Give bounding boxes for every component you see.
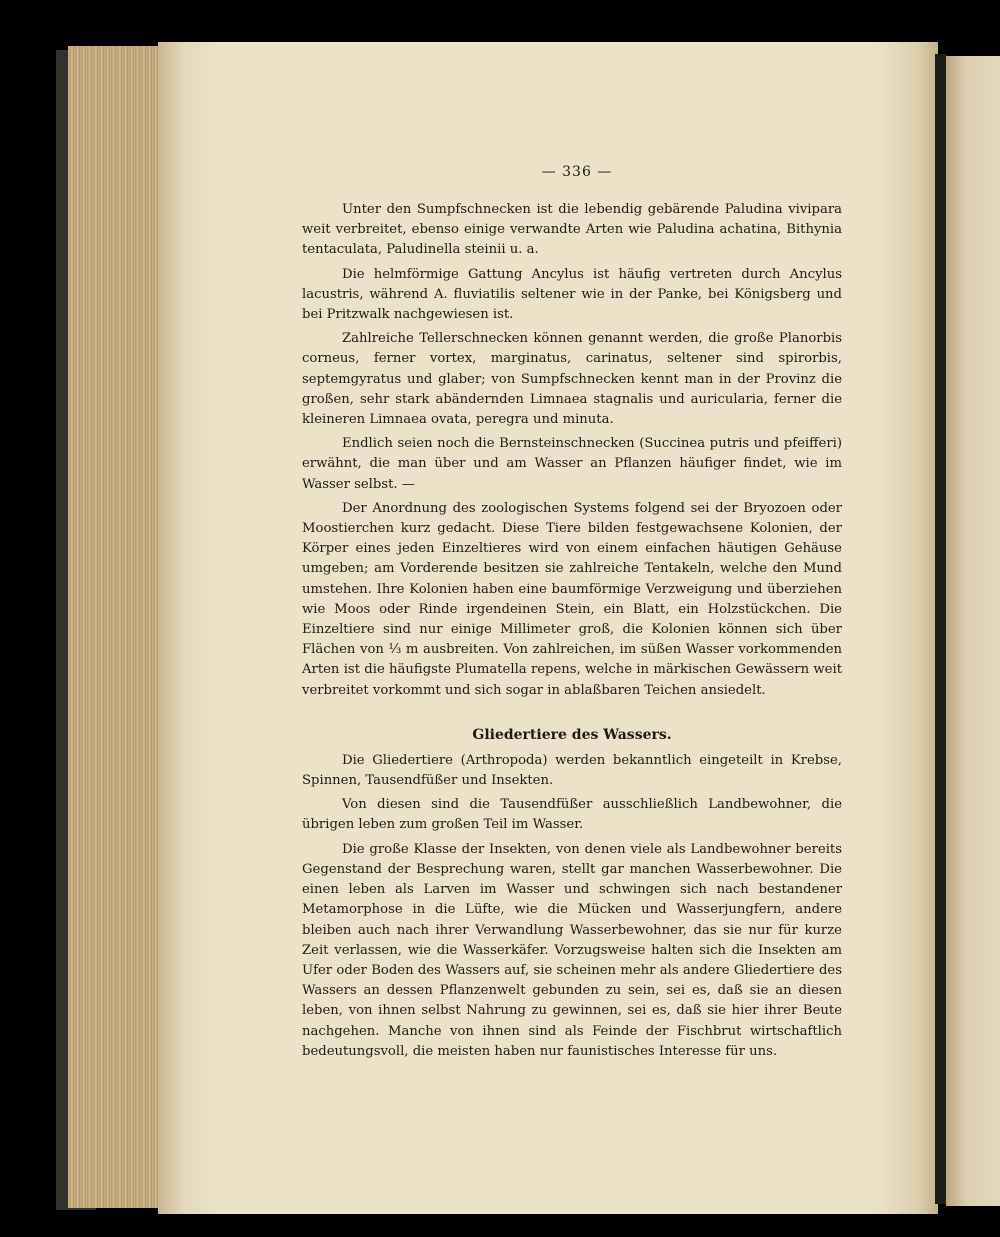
facing-page-edge: [946, 56, 1000, 1206]
paragraph: Endlich seien noch die Bernsteinschnecken (Succinea putris und pfeifferi) erwähnt, die man über und am Wasser an Pflanzen häufiger findet, wie im Wasser selbst. —: [302, 436, 842, 492]
paragraph: Der Anordnung des zoologischen Systems folgend sei der Bryozoen oder Moostierchen kurz gedacht. Diese Tiere bilden festgewachsene Kolonien, der Körper eines jeden Einzeltieres wird von einem einfachen häutigen Gehäuse umgeben; am Vorderende besitzen sie zahlreiche Tentakeln, welche den Mund umstehen. Ihre Kolonien haben eine baumförmige Verzweigung und überziehen wie Moos oder Rinde irgendeinen Stein, ein Blatt, ein Holzstückchen. Die Einzeltiere sind nur einige Millimeter groß, die Kolonien können sich über Flächen von ⅓ m ausbreiten. Von zahlreichen, im süßen Wasser vorkommenden Arten ist die häufigste Plumatella repens, welche in märkischen Gewässern weit verbreitet vorkommt und sich sogar in ablaßbaren Teichen ansiedelt.: [302, 500, 842, 698]
section-heading: Gliedertiere des Wassers.: [472, 726, 672, 743]
page-stack-edge: [68, 46, 166, 1208]
paragraph: Die Gliedertiere (Arthropoda) werden bekanntlich eingeteilt in Krebse, Spinnen, Tausendfüßer und Insekten.: [302, 752, 842, 789]
paragraph: Zahlreiche Tellerschnecken können genannt werden, die große Planorbis corneus, ferner vortex, marginatus, carinatus, seltener sind spirorbis, septemgyratus und glaber; von Sumpfschnecken kennt man in der Provinz die großen, sehr stark abändernden Limnaea stagnalis und auricularia, ferner die kleineren Limnaea ovata, peregra und minuta.: [302, 331, 842, 428]
page-text: [302, 164, 842, 1066]
page-number: — 336 —: [541, 164, 613, 180]
paragraph: Die helmförmige Gattung Ancylus ist häufig vertreten durch Ancylus lacustris, während A. fluviatilis seltener wie in der Panke, bei Königsberg und bei Pritzwalk nachgewiesen ist.: [302, 266, 842, 323]
paragraph: Von diesen sind die Tausendfüßer ausschließlich Landbewohner, die übrigen leben zum großen Teil im Wasser.: [302, 797, 842, 833]
paragraph: Die große Klasse der Insekten, von denen viele als Landbewohner bereits Gegenstand der Besprechung waren, stellt gar manchen Wasserbewohner. Die einen leben als Larven im Wasser und schwingen sich nach bestandener Metamorphose in die Lüfte, wie die Mücken und Wasserjungfern, andere bleiben auch nach ihrer Verwandlung Wasserbewohner, das sie nur für kurze Zeit verlassen, wie die Wasserkäfer. Vorzugsweise halten sich die Insekten am Ufer oder Boden des Wassers auf, sie scheinen mehr als andere Gliedertiere des Wassers an dessen Pflanzenwelt gebunden zu sein, sei es, daß sie an diesen leben, von ihnen selbst Nahrung zu gewinnen, sei es, daß sie hier ihrer Beute nachgehen. Manche von ihnen sind als Feinde der Fischbrut wirtschaftlich bedeutungsvoll, die meisten haben nur faunistisches Interesse für uns.: [302, 841, 842, 1059]
paragraph: Unter den Sumpfschnecken ist die lebendig gebärende Paludina vivipara weit verbreitet, ebenso einige verwandte Arten wie Paludina achatina, Bithynia tentaculata, Paludinella steinii u. a.: [302, 202, 842, 258]
